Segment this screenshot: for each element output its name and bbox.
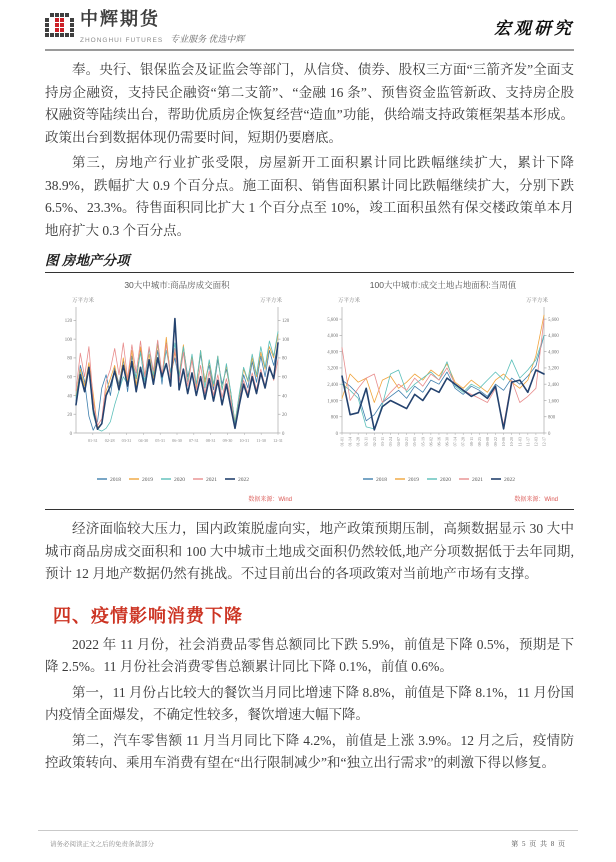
svg-text:12-31: 12-31 — [272, 438, 283, 443]
svg-text:万平方米: 万平方米 — [259, 298, 282, 304]
svg-text:2,400: 2,400 — [326, 383, 338, 388]
svg-text:01-31: 01-31 — [87, 438, 98, 443]
logo-company-name: 中辉期货 — [80, 9, 160, 29]
svg-text:06-16: 06-16 — [435, 437, 441, 447]
svg-text:05-19: 05-19 — [419, 437, 425, 447]
svg-text:02-28: 02-28 — [104, 438, 115, 443]
svg-text:11-17: 11-17 — [524, 437, 530, 447]
svg-text:3,200: 3,200 — [547, 366, 559, 372]
svg-text:04-07: 04-07 — [395, 437, 401, 447]
svg-text:800: 800 — [547, 415, 555, 421]
svg-text:08-31: 08-31 — [205, 438, 216, 443]
svg-text:800: 800 — [330, 415, 338, 421]
svg-text:06-30: 06-30 — [171, 438, 182, 443]
svg-text:05-31: 05-31 — [154, 438, 165, 443]
svg-text:万平方米: 万平方米 — [71, 298, 94, 304]
chart-land-transaction-area — [312, 275, 574, 507]
svg-text:20: 20 — [281, 413, 287, 419]
svg-text:80: 80 — [281, 356, 287, 362]
svg-text:3,200: 3,200 — [326, 366, 338, 372]
svg-text:0: 0 — [69, 431, 72, 437]
figure-divider — [45, 509, 574, 510]
svg-text:03-31: 03-31 — [121, 438, 131, 443]
svg-text:10-31: 10-31 — [238, 438, 249, 443]
svg-text:2018: 2018 — [375, 477, 387, 483]
svg-text:40: 40 — [66, 394, 72, 400]
svg-text:120: 120 — [64, 319, 72, 325]
svg-text:2022: 2022 — [503, 477, 515, 483]
report-type-title: 宏观研究 — [494, 19, 574, 38]
svg-text:1,600: 1,600 — [326, 399, 338, 405]
paragraph-outlook: 经济面临较大压力，国内政策脱虚向实，地产政策预期压制，高频数据显示 30 大中城市商品房成交面积和 100 大中城市土地成交面积仍然较低,地产分项数据低于去年同期,预计 12 月地产数据仍然有挑战。不过目前出台的各项政策对当前地产市场有支撑。 — [45, 521, 574, 581]
svg-text:09-22: 09-22 — [492, 437, 498, 447]
svg-text:0: 0 — [335, 431, 338, 437]
svg-text:2018: 2018 — [109, 477, 121, 483]
svg-text:04-21: 04-21 — [403, 437, 409, 447]
svg-text:2019: 2019 — [141, 477, 153, 483]
svg-text:2019: 2019 — [407, 477, 419, 483]
svg-text:01-28: 01-28 — [355, 437, 361, 447]
logo-mark-icon — [45, 13, 74, 37]
svg-text:60: 60 — [66, 375, 72, 381]
svg-text:30大中城市:商品房成交面积: 30大中城市:商品房成交面积 — [123, 280, 230, 290]
svg-text:03-11: 03-11 — [379, 437, 385, 447]
svg-text:80: 80 — [66, 356, 72, 362]
logo-text — [80, 10, 244, 45]
page-footer — [0, 830, 616, 862]
svg-text:11-03: 11-03 — [516, 437, 522, 447]
svg-text:4,000: 4,000 — [326, 350, 338, 356]
svg-text:09-30: 09-30 — [222, 438, 232, 443]
svg-text:20: 20 — [66, 413, 72, 419]
chart-housing-transaction-area — [46, 275, 308, 507]
svg-text:07-31: 07-31 — [188, 438, 199, 443]
svg-text:万平方米: 万平方米 — [525, 298, 548, 304]
svg-text:数据来源：Wind: 数据来源：Wind — [247, 497, 292, 503]
svg-text:01-14: 01-14 — [347, 437, 353, 447]
svg-text:2,400: 2,400 — [547, 383, 559, 388]
svg-text:60: 60 — [281, 375, 287, 381]
logo-slogan: 专业服务 优选中辉 — [170, 34, 245, 44]
svg-text:07-28: 07-28 — [460, 437, 466, 447]
svg-text:10-20: 10-20 — [508, 437, 514, 447]
svg-text:12-17: 12-17 — [541, 437, 546, 447]
footer-disclaimer: 请务必阅读正文之后的免责条款部分 — [50, 841, 154, 848]
report-body — [0, 51, 616, 775]
svg-text:100: 100 — [64, 337, 72, 343]
svg-text:4,000: 4,000 — [547, 350, 559, 356]
paragraph-policy-support: 奉。央行、银保监会及证监会等部门，从信贷、债券、股权三方面“三箭齐发”全面支持房企融资，支持民企融资“第二支箭”、“金融 16 条”、预售资金监管新政、支持房企股权融资等陆续出台，帮助优质房企恢复经营“造血”功能，供给端支持政策框架基本形成。政策出台到数据体现仍需要时间，短期仍要磨底。 — [45, 62, 574, 145]
svg-text:0: 0 — [281, 431, 284, 437]
svg-text:05-05: 05-05 — [411, 437, 417, 447]
svg-text:4,800: 4,800 — [547, 334, 559, 340]
paragraph-catering: 第一，11 月份占比较大的餐饮当月同比增速下降 8.8%，前值是下降 8.1%，11 月份国内疫情全面爆发，不确定性较多，餐饮增速大幅下降。 — [45, 684, 574, 722]
figure-caption: 图 房地产分项 — [45, 246, 574, 273]
svg-text:数据来源：Wind: 数据来源：Wind — [513, 497, 558, 503]
svg-text:10-06: 10-06 — [500, 437, 506, 447]
footer-page-number: 第 5 页 共 8 页 — [511, 840, 566, 848]
svg-text:02-11: 02-11 — [363, 437, 369, 447]
svg-text:120: 120 — [281, 319, 289, 325]
svg-text:2021: 2021 — [471, 477, 483, 483]
svg-text:100大中城市:成交土地占地面积:当周值: 100大中城市:成交土地占地面积:当周值 — [369, 280, 516, 290]
svg-text:07-14: 07-14 — [452, 437, 458, 447]
svg-text:2021: 2021 — [205, 477, 217, 483]
svg-text:40: 40 — [281, 394, 287, 400]
paragraph-auto-sales: 第二，汽车零售额 11 月当月同比下降 4.2%，前值是上涨 3.9%。12 月之后，疫情防控政策转向、乘用车消费有望在“出行限制减少”和“独立出行需求”的刺激下得以修复。 — [45, 732, 574, 770]
figure-charts — [45, 273, 574, 507]
svg-text:2020: 2020 — [173, 477, 185, 483]
paragraph-retail-sales: 2022 年 11 月份，社会消费品零售总额同比下跌 5.9%，前值是下降 0.5%，预期是下降 2.5%。11 月份社会消费零售总额累计同比下降 0.1%，前值 0.6%。 — [45, 636, 574, 674]
svg-text:4,800: 4,800 — [326, 334, 338, 340]
page-header — [0, 0, 616, 49]
svg-text:5,600: 5,600 — [547, 317, 559, 323]
svg-text:2022: 2022 — [237, 477, 249, 483]
svg-text:万平方米: 万平方米 — [337, 298, 360, 304]
svg-text:12-03: 12-03 — [532, 437, 538, 447]
svg-text:5,600: 5,600 — [326, 317, 338, 323]
svg-text:1,600: 1,600 — [547, 399, 559, 405]
section-heading-consumption: 四、疫情影响消费下降 — [53, 605, 243, 626]
paragraph-realestate-data: 第三，房地产行业扩张受限，房屋新开工面积累计同比跌幅继续扩大，累计下降 38.9%，跌幅扩大 0.9 个百分点。施工面积、销售面积累计同比跌幅继续扩大，分别下跌 6.5%、23.3%。待售面积同比扩大 1 个百分点至 10%，竣工面积虽然有保交楼政策单本月地府扩大 0.3 个百分点。 — [45, 155, 574, 238]
svg-text:06-02: 06-02 — [427, 437, 433, 447]
svg-text:0: 0 — [547, 431, 550, 437]
logo-company-name-en: ZHONGHUI FUTURES — [80, 37, 164, 44]
svg-text:08-25: 08-25 — [476, 437, 482, 447]
svg-text:2020: 2020 — [439, 477, 451, 483]
svg-text:03-24: 03-24 — [387, 437, 393, 447]
svg-text:11-30: 11-30 — [255, 438, 266, 443]
svg-text:02-25: 02-25 — [371, 437, 377, 447]
svg-text:06-30: 06-30 — [444, 437, 450, 447]
svg-text:08-11: 08-11 — [468, 437, 474, 447]
svg-text:100: 100 — [281, 337, 289, 343]
company-logo — [45, 10, 244, 45]
svg-text:01-01: 01-01 — [339, 437, 344, 447]
svg-text:04-30: 04-30 — [137, 438, 148, 443]
svg-text:09-08: 09-08 — [484, 437, 490, 447]
